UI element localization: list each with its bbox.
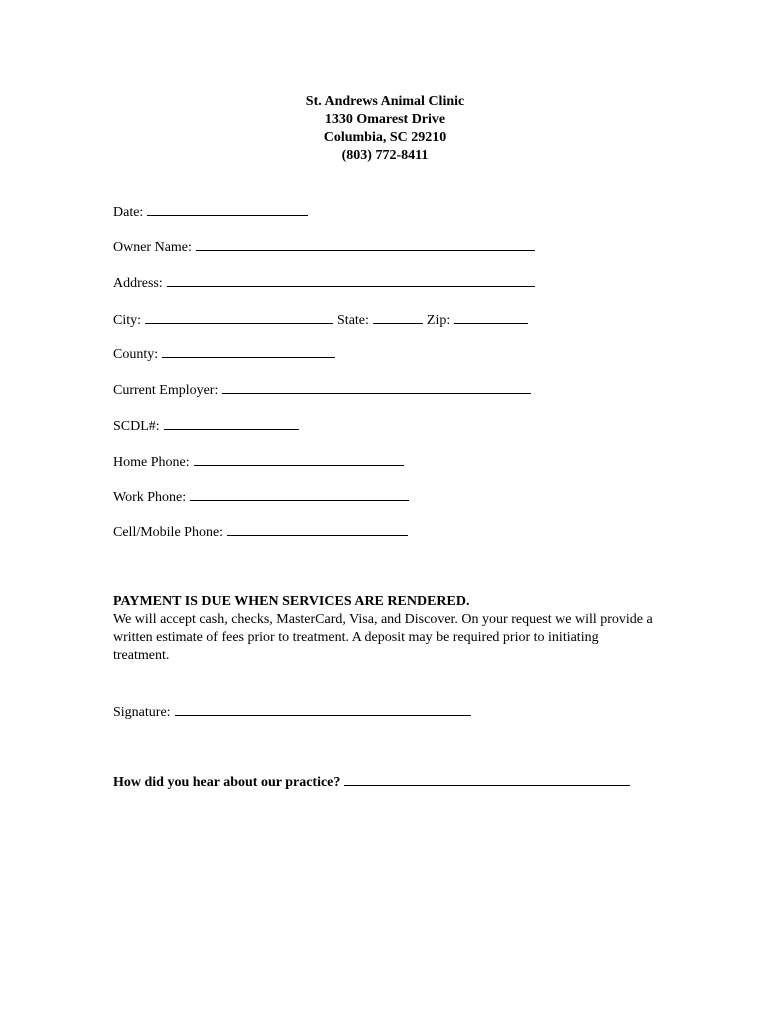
address-label: Address: [113, 276, 163, 291]
work-phone-label: Work Phone: [113, 490, 187, 505]
city-state-zip-row [113, 309, 528, 330]
county-label: County: [113, 347, 159, 362]
signature-row [113, 701, 471, 722]
cell-phone-label: Cell/Mobile Phone: [113, 525, 224, 540]
work-phone-row [113, 486, 409, 507]
work-phone-field[interactable] [190, 486, 409, 501]
home-phone-label: Home Phone: [113, 455, 190, 470]
county-row [113, 343, 335, 364]
clinic-address: 1330 Omarest Drive [324, 112, 446, 127]
employer-field[interactable] [222, 379, 531, 394]
owner-name-field[interactable] [196, 236, 535, 251]
employer-label: Current Employer: [113, 383, 219, 398]
address-row [113, 272, 535, 293]
scdl-row [113, 415, 299, 436]
county-field[interactable] [162, 343, 335, 358]
clinic-name: St. Andrews Animal Clinic [305, 94, 465, 109]
city-field[interactable] [145, 309, 333, 324]
clinic-city: Columbia, SC 29210 [323, 130, 447, 145]
scdl-label: SCDL#: [113, 419, 160, 434]
signature-field[interactable] [175, 701, 471, 716]
payment-body: We will accept cash, checks, MasterCard, Visa, and Discover. On your request we will provide a written estimate of fees prior to treatment. A deposit may be required prior to initiating treatment. [113, 612, 653, 663]
state-label: State: [337, 313, 369, 328]
clinic-header [0, 93, 770, 165]
clinic-phone: (803) 772-8411 [341, 148, 429, 163]
home-phone-field[interactable] [194, 451, 404, 466]
date-row [113, 201, 308, 222]
cell-phone-field[interactable] [227, 521, 408, 536]
employer-row [113, 379, 531, 400]
payment-heading: PAYMENT IS DUE WHEN SERVICES ARE RENDERED. [113, 594, 470, 609]
cell-phone-row [113, 521, 408, 542]
date-label: Date: [113, 205, 144, 220]
address-field[interactable] [167, 272, 535, 287]
state-field[interactable] [373, 309, 423, 324]
owner-name-label: Owner Name: [113, 240, 192, 255]
owner-name-row [113, 236, 535, 257]
referral-question-row [113, 771, 630, 792]
payment-notice [113, 593, 658, 665]
scdl-field[interactable] [164, 415, 299, 430]
date-field[interactable] [147, 201, 308, 216]
signature-label: Signature: [113, 705, 171, 720]
referral-question-label: How did you hear about our practice? [113, 775, 341, 790]
home-phone-row [113, 451, 404, 472]
zip-label: Zip: [426, 313, 451, 328]
city-label: City: [113, 313, 142, 328]
referral-question-field[interactable] [344, 771, 630, 786]
zip-field[interactable] [454, 309, 528, 324]
